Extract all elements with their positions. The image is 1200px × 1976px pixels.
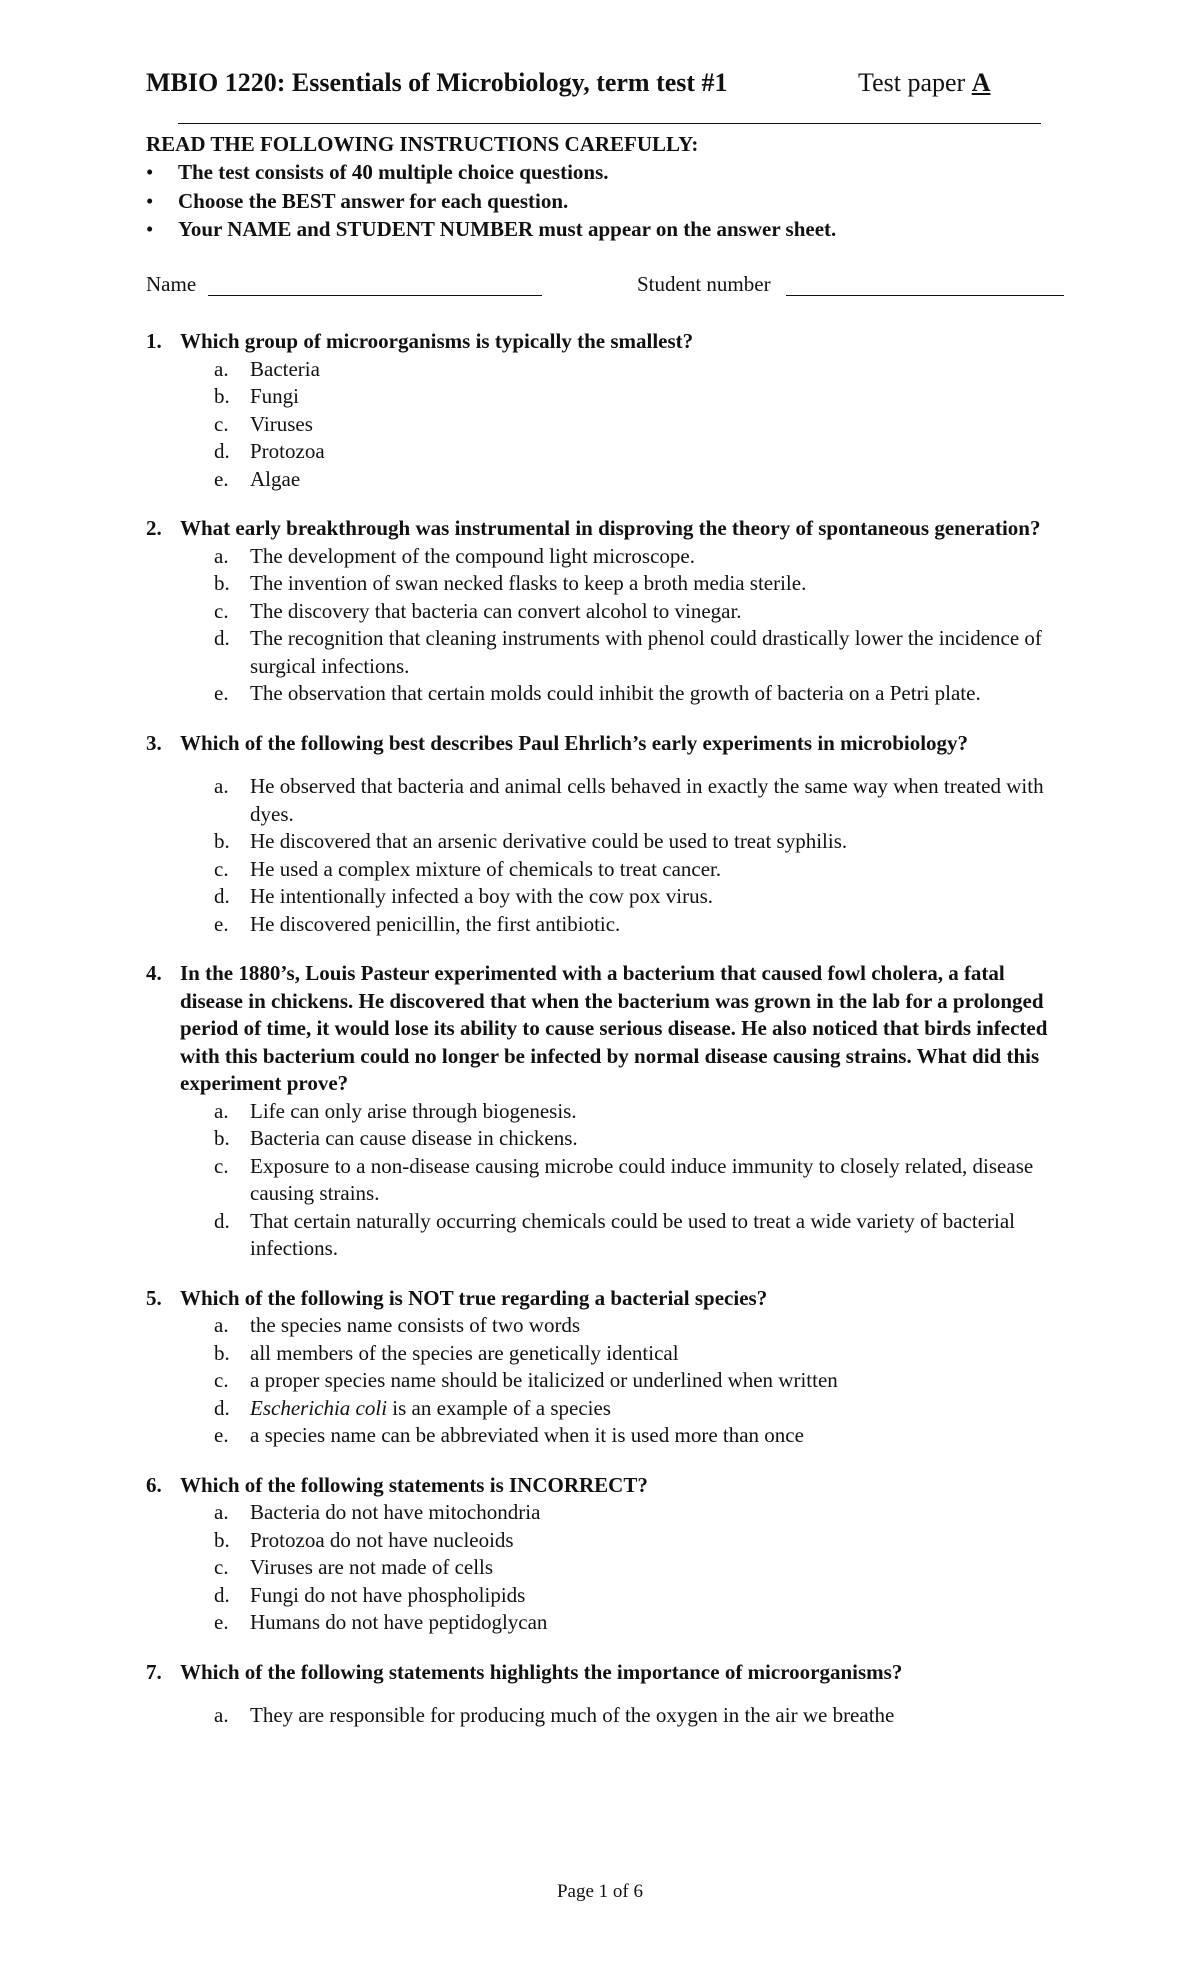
- question-2: [146, 515, 1071, 708]
- option-letter: c.: [214, 1368, 229, 1392]
- answer-option[interactable]: [146, 598, 1071, 626]
- answer-option[interactable]: [146, 1153, 1071, 1208]
- instruction-item: • Choose the BEST answer for each question.: [146, 189, 836, 218]
- option-text: The observation that certain molds could inhibit the growth of bacteria on a Petri plate.: [250, 681, 981, 705]
- header-rule: [178, 123, 1041, 124]
- option-text: He used a complex mixture of chemicals to treat cancer.: [250, 856, 722, 881]
- option-letter: b.: [214, 384, 230, 408]
- question-text: Which group of microorganisms is typically the smallest?: [180, 329, 694, 353]
- name-blank-line[interactable]: [208, 295, 542, 296]
- option-letter: e.: [214, 1423, 229, 1447]
- option-letter: e.: [214, 681, 229, 705]
- answer-options: [146, 1098, 1071, 1263]
- answer-option[interactable]: [146, 411, 1071, 439]
- option-text: Bacteria: [250, 356, 320, 381]
- option-text: The recognition that cleaning instruments with phenol could drastically lower the incidence of surgical infections.: [250, 626, 1042, 678]
- answer-option[interactable]: [146, 1395, 1071, 1423]
- question-5: [146, 1285, 1071, 1450]
- option-letter: d.: [214, 884, 230, 908]
- question-number: 7.: [146, 1659, 162, 1684]
- answer-options: [146, 356, 1071, 494]
- question-stem: [146, 515, 1071, 543]
- identity-fields: [146, 272, 1066, 302]
- page-header: [146, 68, 1041, 108]
- question-stem: [146, 730, 1071, 758]
- question-number: 1.: [146, 329, 162, 353]
- option-text: the species name consists of two words: [250, 1313, 581, 1337]
- answer-options: [146, 1312, 1071, 1450]
- option-text: He discovered that an arsenic derivative could be used to treat syphilis.: [250, 829, 848, 853]
- question-stem: [146, 328, 1071, 356]
- answer-options: [146, 773, 1071, 938]
- answer-option[interactable]: [146, 1582, 1071, 1610]
- answer-option[interactable]: [146, 828, 1071, 856]
- option-letter: c.: [214, 856, 229, 881]
- option-text: Protozoa do not have nucleoids: [250, 1527, 514, 1552]
- option-text: Fungi: [250, 384, 300, 408]
- option-letter: d.: [214, 1395, 230, 1420]
- option-text: Bacteria can cause disease in chickens.: [250, 1126, 578, 1150]
- test-paper-text: Test paper: [858, 68, 966, 97]
- answer-option[interactable]: [146, 1367, 1071, 1395]
- answer-option[interactable]: [146, 1208, 1071, 1263]
- answer-option[interactable]: [146, 466, 1071, 494]
- option-letter: a.: [214, 1703, 229, 1727]
- answer-option[interactable]: [146, 543, 1071, 571]
- answer-option[interactable]: [146, 773, 1071, 828]
- answer-option[interactable]: [146, 1098, 1071, 1126]
- option-text: That certain naturally occurring chemicals could be used to treat a wide variety of bacterial infections.: [250, 1208, 1015, 1260]
- option-letter: a.: [214, 774, 229, 798]
- question-list: [146, 328, 1071, 1752]
- option-text: He discovered penicillin, the first antibiotic.: [250, 911, 621, 936]
- question-number: 6.: [146, 1472, 162, 1497]
- option-letter: b.: [214, 1340, 230, 1365]
- option-text: Exposure to a non-disease causing microbe could induce immunity to closely related, disease causing strains.: [250, 1153, 1034, 1205]
- option-letter: e.: [214, 1610, 229, 1634]
- question-3: [146, 730, 1071, 939]
- option-text: a proper species name should be italicized or underlined when written: [250, 1368, 838, 1392]
- question-text: Which of the following best describes Paul Ehrlich’s early experiments in microbiology?: [180, 730, 969, 755]
- option-letter: b.: [214, 829, 230, 853]
- answer-option[interactable]: [146, 680, 1071, 708]
- option-letter: b.: [214, 1126, 230, 1150]
- answer-option[interactable]: [146, 856, 1071, 884]
- student-number-blank-line[interactable]: [786, 295, 1064, 296]
- answer-option[interactable]: [146, 1702, 1071, 1730]
- option-text: They are responsible for producing much of the oxygen in the air we breathe: [250, 1703, 895, 1727]
- question-text: What early breakthrough was instrumental in disproving the theory of spontaneous generation?: [180, 516, 1041, 540]
- instructions-heading: READ THE FOLLOWING INSTRUCTIONS CAREFULLY:: [146, 132, 699, 156]
- question-number: 2.: [146, 516, 162, 540]
- option-letter: c.: [214, 411, 229, 436]
- option-text: He observed that bacteria and animal cells behaved in exactly the same way when treated with dyes.: [250, 774, 1044, 826]
- option-letter: a.: [214, 543, 229, 568]
- option-text: Bacteria do not have mitochondria: [250, 1500, 541, 1524]
- question-text: Which of the following statements highlights the importance of microorganisms?: [180, 1659, 903, 1684]
- question-number: 3.: [146, 730, 162, 755]
- answer-option[interactable]: [146, 570, 1071, 598]
- question-stem: [146, 960, 1071, 1098]
- instructions-list: [146, 160, 836, 246]
- option-letter: d.: [214, 626, 230, 650]
- option-text: Viruses: [250, 411, 313, 436]
- answer-option[interactable]: [146, 438, 1071, 466]
- question-stem: [146, 1472, 1071, 1500]
- option-text: Protozoa: [250, 439, 325, 463]
- answer-option[interactable]: [146, 1554, 1071, 1582]
- option-letter: d.: [214, 1582, 230, 1607]
- option-letter: a.: [214, 1313, 229, 1337]
- option-letter: d.: [214, 1208, 230, 1233]
- instruction-item: • The test consists of 40 multiple choice questions.: [146, 160, 836, 189]
- option-letter: c.: [214, 598, 229, 623]
- option-text: Humans do not have peptidoglycan: [250, 1610, 548, 1634]
- answer-option[interactable]: [146, 625, 1071, 680]
- answer-option[interactable]: [146, 383, 1071, 411]
- question-text: Which of the following is NOT true regarding a bacterial species?: [180, 1285, 768, 1310]
- option-letter: c.: [214, 1153, 229, 1178]
- answer-option[interactable]: [146, 1312, 1071, 1340]
- answer-options: [146, 543, 1071, 708]
- student-number-label: Student number: [637, 272, 771, 296]
- option-letter: a.: [214, 1098, 229, 1123]
- option-text: He intentionally infected a boy with the cow pox virus.: [250, 884, 714, 908]
- question-6: [146, 1472, 1071, 1637]
- page-title: MBIO 1220: Essentials of Microbiology, term test #1: [146, 68, 728, 97]
- question-text: Which of the following statements is INCORRECT?: [180, 1472, 648, 1497]
- option-text: Viruses are not made of cells: [250, 1555, 494, 1579]
- answer-option[interactable]: [146, 356, 1071, 384]
- question-number: 5.: [146, 1285, 162, 1310]
- answer-option[interactable]: [146, 1125, 1071, 1153]
- option-letter: b.: [214, 1527, 230, 1552]
- answer-option[interactable]: [146, 883, 1071, 911]
- option-text: Life can only arise through biogenesis.: [250, 1098, 577, 1123]
- option-text: Algae: [250, 466, 301, 491]
- option-letter: a.: [214, 356, 229, 381]
- question-7: [146, 1659, 1071, 1730]
- answer-options: [146, 1499, 1071, 1637]
- test-paper-letter: A: [971, 68, 991, 97]
- question-4: [146, 960, 1071, 1263]
- answer-option[interactable]: [146, 1340, 1071, 1368]
- answer-option[interactable]: [146, 1499, 1071, 1527]
- option-letter: c.: [214, 1555, 229, 1579]
- option-italic-term: Escherichia coli: [250, 1395, 388, 1420]
- option-text: all members of the species are genetically identical: [250, 1340, 679, 1365]
- option-text: The invention of swan necked flasks to keep a broth media sterile.: [250, 571, 807, 595]
- option-text: The development of the compound light microscope.: [250, 543, 695, 568]
- option-letter: b.: [214, 571, 230, 595]
- question-stem: [146, 1285, 1071, 1313]
- test-paper-label: [858, 68, 990, 98]
- option-letter: e.: [214, 466, 229, 491]
- option-text: a species name can be abbreviated when it is used more than once: [250, 1423, 804, 1447]
- answer-option[interactable]: [146, 1609, 1071, 1637]
- answer-option[interactable]: [146, 911, 1071, 939]
- question-number: 4.: [146, 961, 162, 985]
- option-text: is an example of a species: [387, 1395, 611, 1420]
- answer-options: [146, 1702, 1071, 1730]
- instruction-item: • Your NAME and STUDENT NUMBER must appear on the answer sheet.: [146, 217, 836, 246]
- option-text: The discovery that bacteria can convert alcohol to vinegar.: [250, 598, 742, 623]
- option-letter: e.: [214, 911, 229, 936]
- option-letter: a.: [214, 1500, 229, 1524]
- answer-option[interactable]: [146, 1527, 1071, 1555]
- question-stem: [146, 1659, 1071, 1687]
- name-label: Name: [146, 272, 197, 296]
- question-text: In the 1880’s, Louis Pasteur experimented with a bacterium that caused fowl cholera, a fatal disease in chickens. He discovered that when the bacterium was grown in the lab for a prolonged period of time, it would lose its ability to cause serious disease. He also noticed that birds infected with this bacterium could no longer be infected by normal disease causing strains. What did this experiment prove?: [180, 961, 1048, 1095]
- option-letter: d.: [214, 439, 230, 463]
- answer-option[interactable]: [146, 1422, 1071, 1450]
- question-1: [146, 328, 1071, 493]
- option-text: Fungi do not have phospholipids: [250, 1582, 526, 1607]
- page-number: Page 1 of 6: [556, 1881, 643, 1902]
